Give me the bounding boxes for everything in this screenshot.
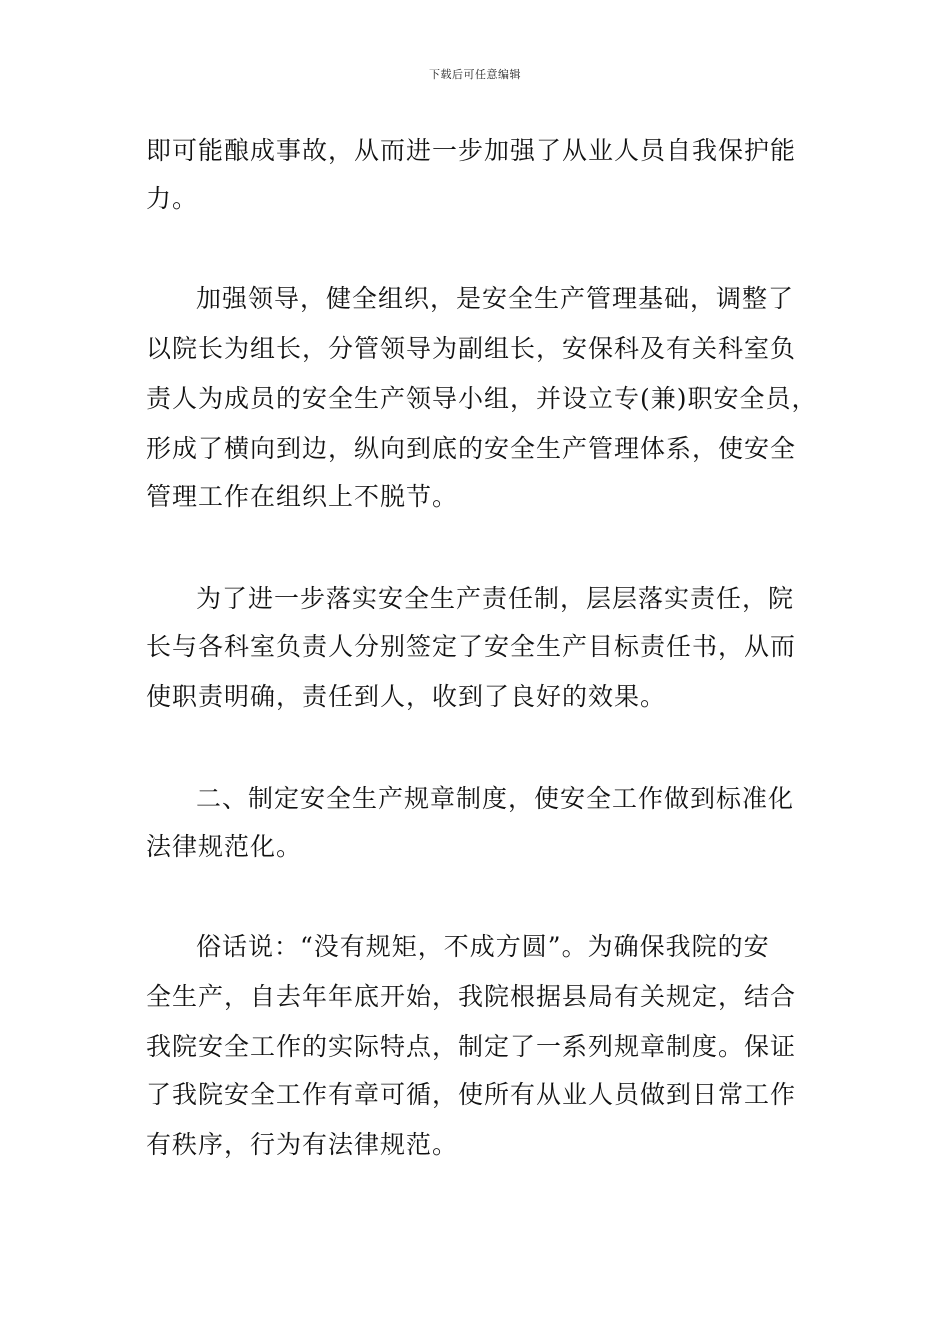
text-line: 全生产，自去年年底开始，我院根据县局有关规定，结合 — [146, 982, 797, 1011]
text-line: 为了进一步落实安全生产责任制，层层落实责任，院 — [196, 584, 795, 613]
text-line: 二、制定安全生产规章制度，使安全工作做到标准化 — [196, 784, 795, 813]
text-line: 了我院安全工作有章可循，使所有从业人员做到日常工作 — [146, 1080, 797, 1109]
text-line: 管理工作在组织上不脱节。 — [146, 482, 459, 511]
text-line: 长与各科室负责人分别签定了安全生产目标责任书，从而 — [146, 632, 797, 661]
text-line: 即可能酿成事故，从而进一步加强了从业人员自我保护能 — [146, 136, 797, 165]
text-line: 责人为成员的安全生产领导小组，并设立专(兼)职安全员， — [146, 384, 818, 413]
text-line: 加强领导，健全组织，是安全生产管理基础，调整了 — [196, 284, 795, 313]
text-line: 我院安全工作的实际特点，制定了一系列规章制度。保证 — [146, 1032, 797, 1061]
text-line: 法律规范化。 — [146, 832, 303, 861]
page-header-note: 下载后可任意编辑 — [429, 68, 521, 81]
text-line: 有秩序，行为有法律规范。 — [146, 1130, 459, 1159]
text-line: 形成了横向到边，纵向到底的安全生产管理体系，使安全 — [146, 434, 797, 463]
text-line: 俗话说：“没有规矩，不成方圆”。为确保我院的安 — [196, 932, 770, 961]
text-line: 力。 — [146, 184, 199, 213]
text-line: 以院长为组长，分管领导为副组长，安保科及有关科室负 — [146, 334, 797, 363]
text-line: 使职责明确，责任到人，收到了良好的效果。 — [146, 682, 667, 711]
